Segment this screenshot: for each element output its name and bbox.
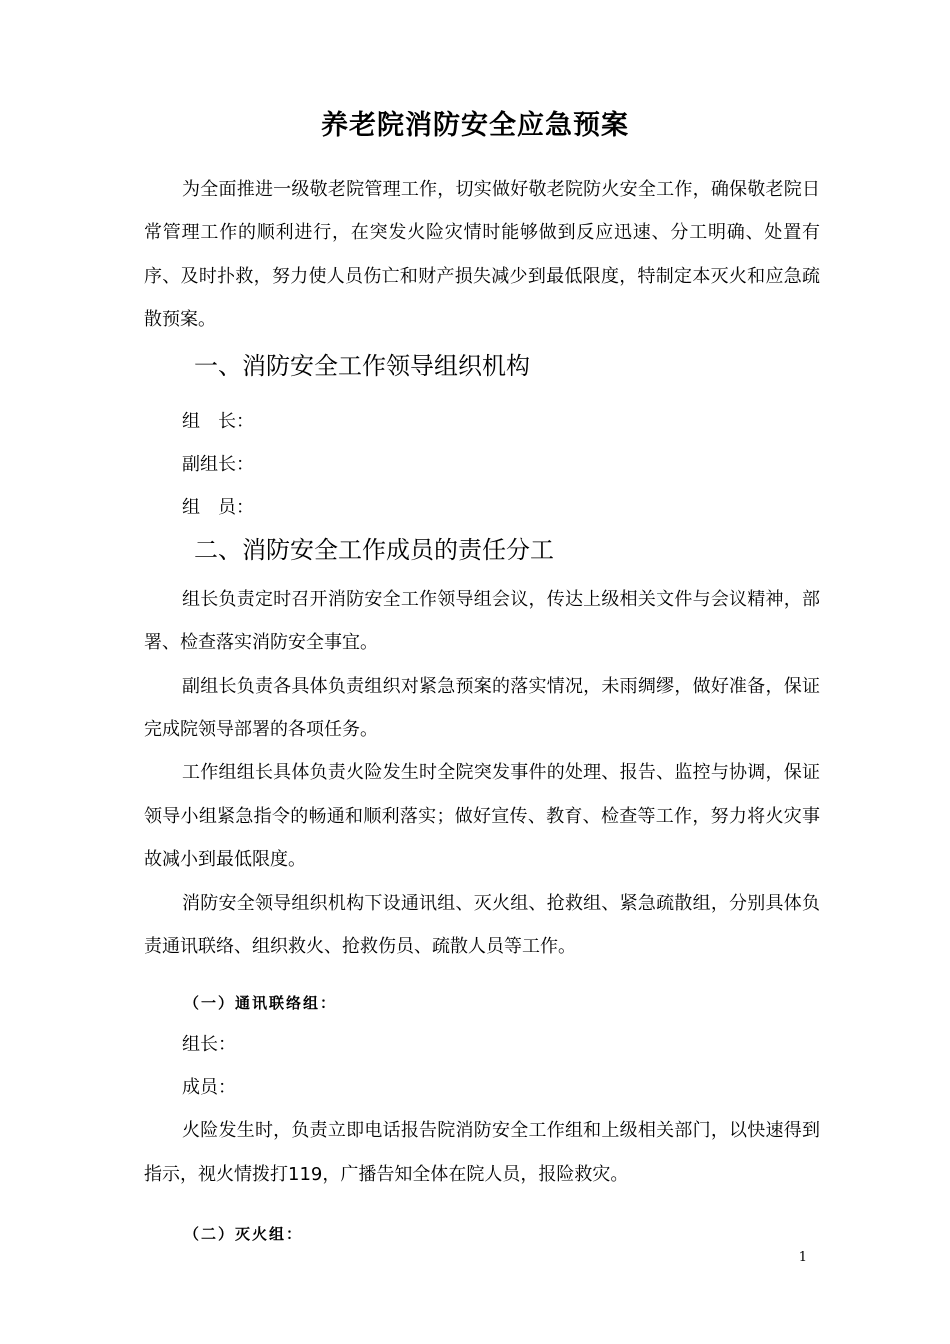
group-2-heading: （二）灭火组： — [184, 1225, 304, 1244]
group-1-duty-paragraph: 火险发生时，负责立即电话报告院消防安全工作组和上级相关部门，以快速得到指示，视火情拨打119，广播告知全体在院人员，报险救灾。 — [144, 1120, 820, 1185]
page-number: 1 — [798, 1250, 807, 1265]
vice-leader-field: 副组长： — [182, 454, 254, 476]
work-group-duty-paragraph: 工作组组长具体负责火险发生时全院突发事件的处理、报告、监控与协调，保证领导小组紧急指令的畅通和顺利落实；做好宣传、教育、检查等工作，努力将火灾事故减小到最低限度。 — [144, 762, 820, 871]
group-1-heading: （一）通讯联络组： — [184, 993, 338, 1012]
leader-field: 组 长： — [182, 410, 254, 432]
section-2-heading: 二、消防安全工作成员的责任分工 — [194, 535, 554, 564]
vice-leader-duty-paragraph: 副组长负责各具体负责组织对紧急预案的落实情况，未雨绸缪，做好准备，保证完成院领导部署的各项任务。 — [144, 675, 820, 741]
group-1-leader-field: 组长： — [182, 1033, 236, 1055]
document-title: 养老院消防安全应急预案 — [321, 110, 629, 141]
members-field: 组 员： — [182, 497, 254, 519]
intro-paragraph: 为全面推进一级敬老院管理工作，切实做好敬老院防火安全工作，确保敬老院日常管理工作的顺利进行，在突发火险灾情时能够做到反应迅速、分工明确、处置有序、及时扑救，努力使人员伤亡和财产损失减少到最低限度，特制定本灭火和应急疏散预案。 — [144, 179, 820, 331]
leader-duty-paragraph: 组长负责定时召开消防安全工作领导组会议，传达上级相关文件与会议精神，部署、检查落实消防安全事宜。 — [144, 588, 820, 654]
group-1-members-field: 成员： — [182, 1076, 236, 1098]
document-body — [144, 168, 820, 1254]
subgroups-paragraph: 消防安全领导组织机构下设通讯组、灭火组、抢救组、紧急疏散组，分别具体负责通讯联络、组织救火、抢救伤员、疏散人员等工作。 — [144, 892, 820, 958]
section-1-heading: 一、消防安全工作领导组织机构 — [194, 351, 530, 380]
